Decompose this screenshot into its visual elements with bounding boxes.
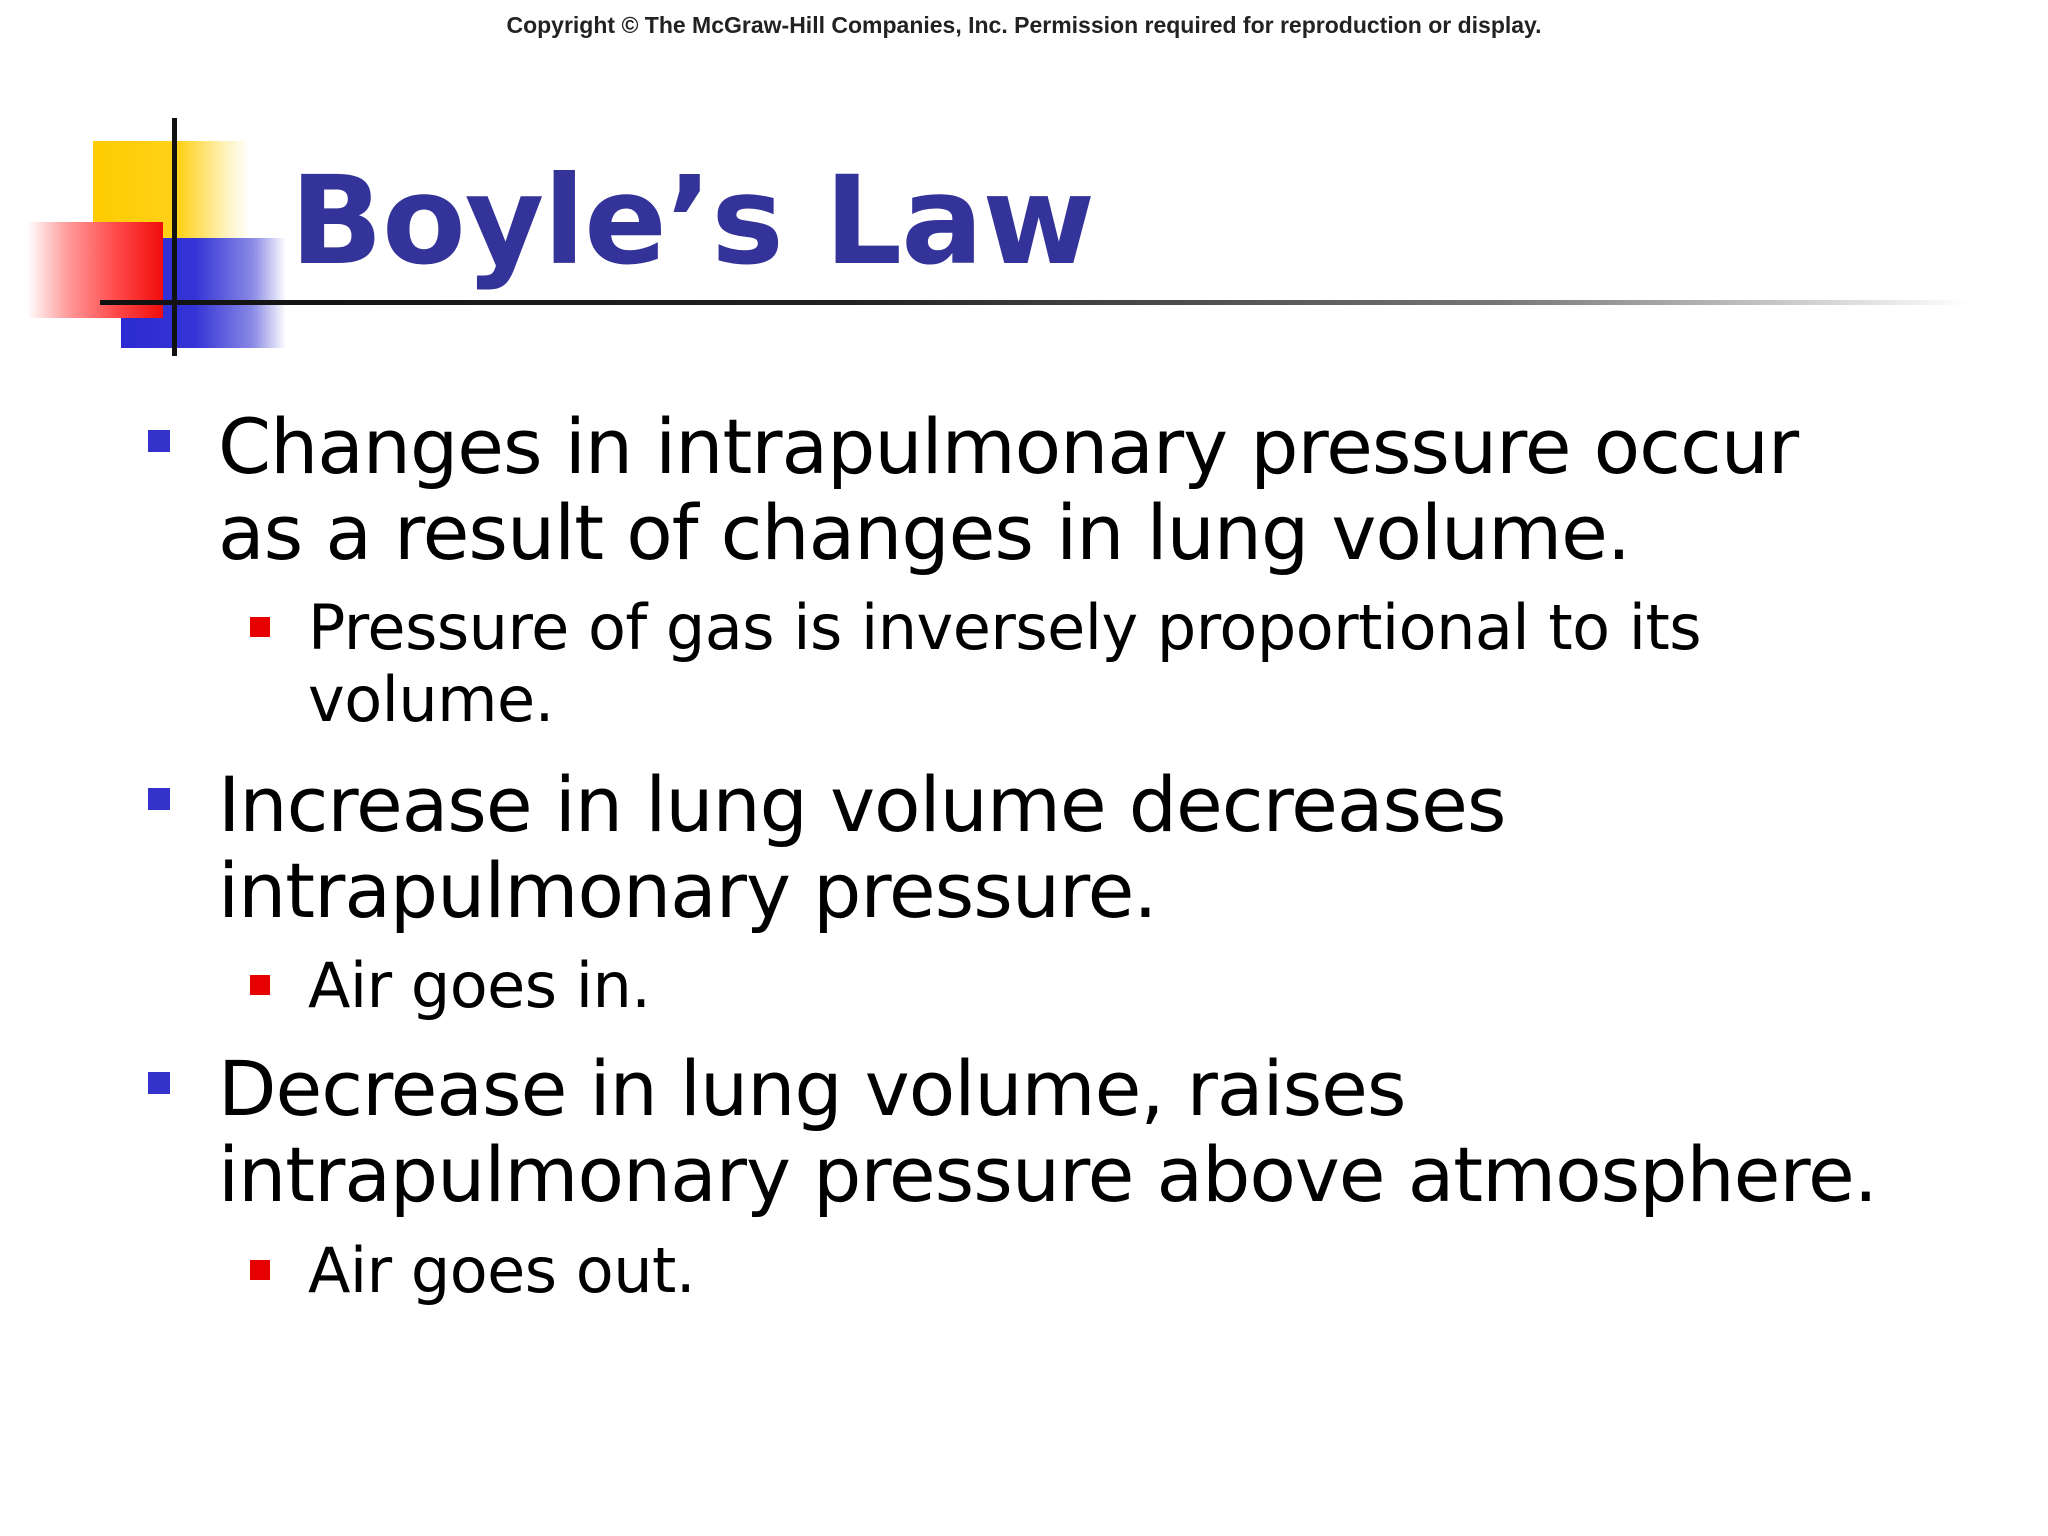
bullet-marker-level1 <box>148 430 170 452</box>
title-underline <box>100 300 1970 305</box>
bullet-item: Increase in lung volume decreases intrapulmonary pressure. <box>218 760 1506 935</box>
bullet-item: Changes in intrapulmonary pressure occur as a result of changes in lung volume. <box>218 402 1799 577</box>
bullet-marker-level2 <box>250 617 270 637</box>
bullet-item: Decrease in lung volume, raises intrapulmonary pressure above atmosphere. <box>218 1044 1877 1219</box>
bullet-marker-level2 <box>250 975 270 995</box>
bullet-marker-level1 <box>148 788 170 810</box>
slide-logo-decoration <box>0 0 300 380</box>
sub-bullet-item: Pressure of gas is inversely proportional to its volume. <box>308 591 1702 736</box>
copyright-notice: Copyright © The McGraw-Hill Companies, Inc. Permission required for reproduction or display. <box>506 12 1542 38</box>
sub-bullet-item: Air goes out. <box>308 1234 696 1307</box>
sub-bullet-item: Air goes in. <box>308 949 651 1022</box>
slide-title: Boyle’s Law <box>290 150 1095 292</box>
vertical-rule-decoration <box>172 118 177 356</box>
bullet-marker-level2 <box>250 1260 270 1280</box>
bullet-marker-level1 <box>148 1072 170 1094</box>
